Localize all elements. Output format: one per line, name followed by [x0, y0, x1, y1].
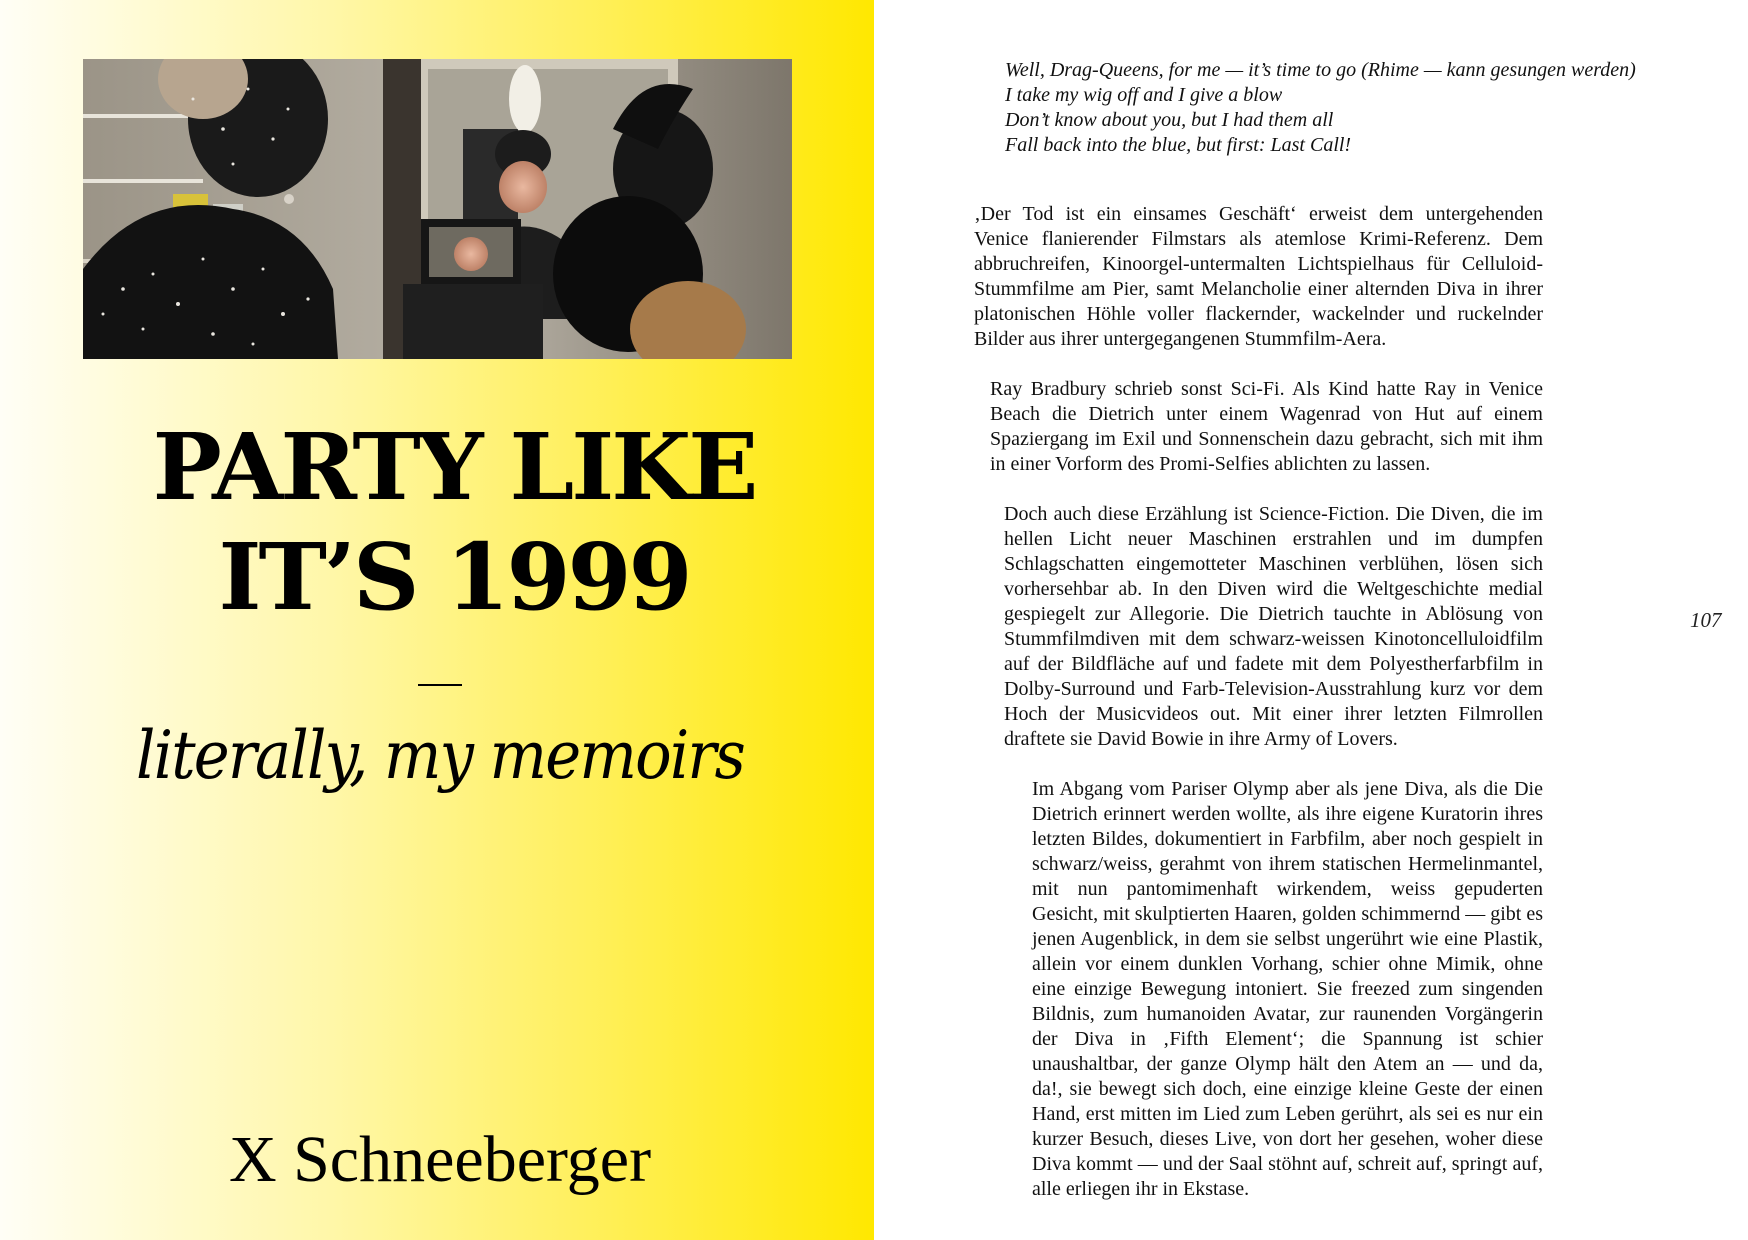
page-number: 107: [1690, 608, 1722, 632]
book-subtitle: literally, my memoirs: [136, 717, 744, 794]
book-title: [74, 412, 834, 632]
verse-line: Don’t know about you, but I had them all: [1005, 109, 1334, 131]
title-line-2: IT’S 1999: [218, 523, 690, 631]
body-paragraph: ‚Der Tod ist ein einsames Geschäft‘ erweist dem untergehenden Venice flanierender Filmstars als atemlose Krimi-Referenz. Dem abbruchreifen, Kinoorgel-untermalten Lichtspielhaus für Celluloid-Stummfilme am Pier, samt Melancholie einer alternden Diva in ihrer platonischen Höhle voller flackernder, wackelnder und ruckelnder Bilder aus ihrer untergegangenen Stummfilm-Aera.: [974, 203, 1543, 350]
verse-line: Fall back into the blue, but first: Last Call!: [1005, 134, 1352, 156]
body-paragraph: Ray Bradbury schrieb sonst Sci-Fi. Als Kind hatte Ray in Venice Beach die Dietrich unter einem Wagenrad von Hut auf einem Spaziergang im Exil und Sonnenschein dazu gebracht, sich mit ihm in einer Vorform des Promi-Selfies ablichten zu lassen.: [990, 378, 1543, 475]
author-name: X Schneeberger: [228, 1123, 652, 1196]
body-paragraph: Doch auch diese Erzählung ist Science-Fiction. Die Diven, die im hellen Licht neuer Maschinen erstrahlen und im dumpfen Schlagschatten eingemotteter Maschinen verblühen, lösen sich vorhersehbar ab. In den Diven wird die Weltgeschichte medial gespiegelt zur Allegorie. Die Dietrich tauchte in Ablösung von Stummfilmdiven mit dem schwarz-weissen Kinotoncelluloidfilm auf der Bildfläche auf und fadete mit dem Polyestherfarbfilm in Dolby-Surround und Farb-Television-Ausstrahlung kurz vor dem Hoch der Musicvideos out. Mit einer ihrer letzten Filmrollen draftete sie David Bowie in ihre Army of Lovers.: [1004, 503, 1543, 750]
dressing-room-photo: [83, 59, 792, 359]
body-paragraph: Im Abgang vom Pariser Olymp aber als jene Diva, als die Die Dietrich erinnert werden wollte, als ihre eigene Kuratorin ihres letzten Bildes, dokumentiert in Farbfilm, aber noch gespielt in schwarz/weiss, gerahmt von ihrem statischen Hermelinmantel, mit nun pantomimenhaft wirkendem, weiss gepuderten Gesicht, mit skulptierten Haaren, golden schimmernd — gibt es jenen Augenblick, in dem sie selbst ungerührt wie eine Plastik, allein vor einem dunklen Vorhang, schier ohne Mimik, ohne eine einzige Bewegung intoniert. Sie freezed zum singenden Bildnis, zum humanoiden Avatar, zur raunenden Vorgängerin der Diva in ‚Fifth Element‘; die Spannung ist schier unaushaltbar, der ganze Olymp hält den Atem an — und da, da!, sie bewegt sich doch, eine einzige kleine Geste der einen Hand, erst mitten im Lied zum Leben gerührt, als sei es nur ein kurzer Besuch, dieses Live, von dort her gesehen, woher diese Diva kommt — und der Saal stöhnt auf, schreit auf, springt auf, alle erliegen ihr in Ekstase.: [1032, 778, 1543, 1200]
photo-illustration: [83, 59, 792, 359]
title-separator-rule: [418, 684, 462, 686]
verse-block: [1005, 58, 1685, 158]
verse-line: I take my wig off and I give a blow: [1005, 84, 1283, 106]
verse-line: Well, Drag-Queens, for me — it’s time to go (Rhime — kann gesungen werden): [1005, 59, 1636, 81]
title-line-1: PARTY LIKE: [152, 413, 756, 521]
right-page: [874, 0, 1748, 1240]
